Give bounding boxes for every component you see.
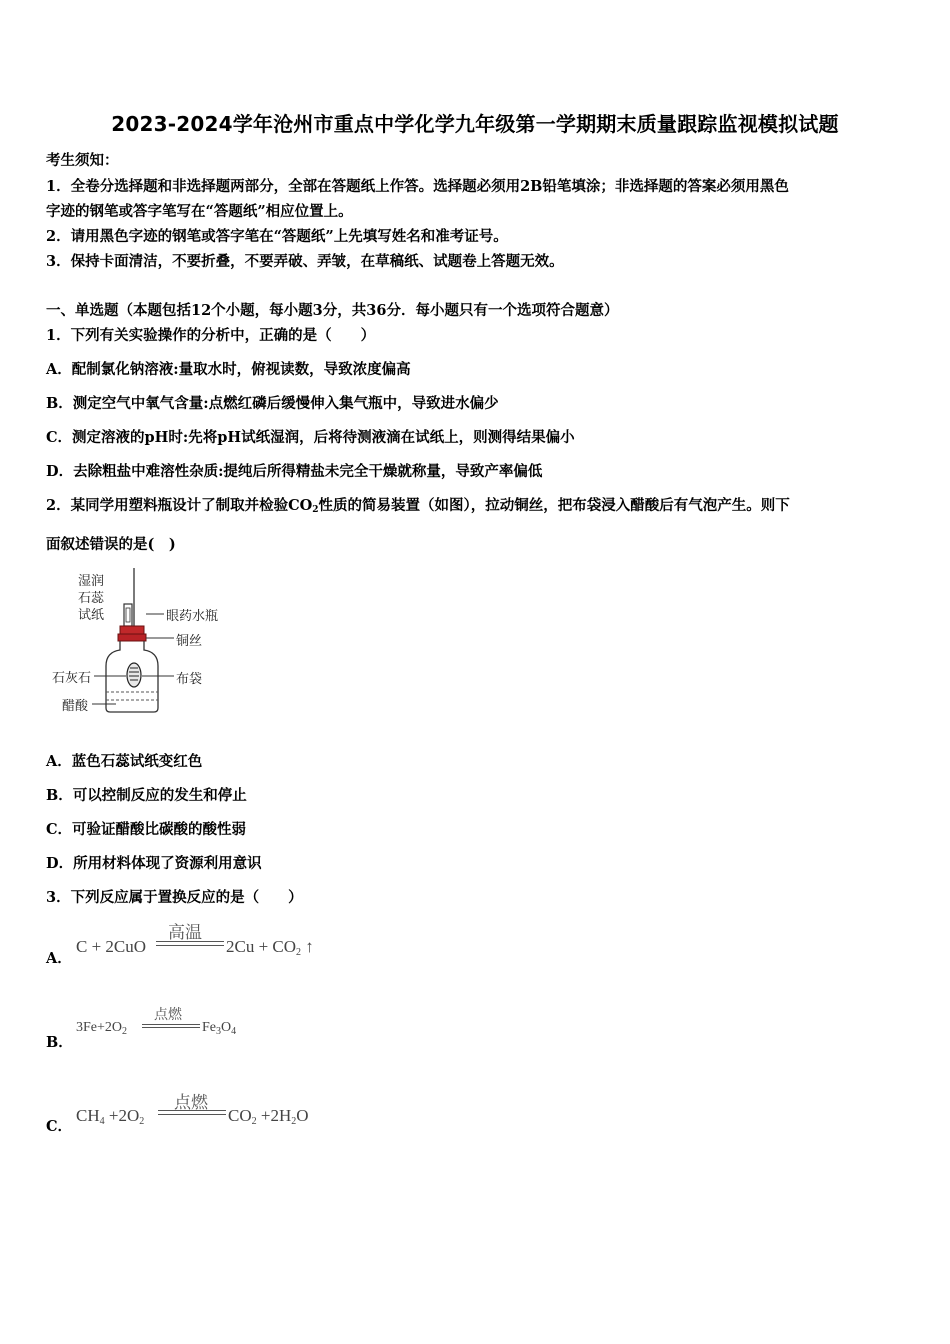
eq-a-right-sub: 2 [296,947,302,958]
question-1-stem: 1．下列有关实验操作的分析中，正确的是（ ） [46,327,376,344]
label-paper: 试纸 [78,608,105,623]
question-3-option-a-label: A． [46,950,72,967]
question-2-stem-a: 2．某同学用塑料瓶设计了制取并检验CO [46,497,313,514]
notice-item-3: 3．保持卡面清洁，不要折叠，不要弄破、弄皱，在草稿纸、试题卷上答题无效。 [46,253,564,270]
label-wet: 湿润 [78,574,105,589]
eq-c-bar-bottom [158,1114,226,1115]
question-2-option-d: D．所用材料体现了资源利用意识 [46,855,262,872]
eq-c-left [76,1106,144,1127]
apparatus-figure [46,566,246,716]
eq-c-left-sub2: 2 [139,1116,145,1127]
label-limestone: 石灰石 [52,671,92,686]
notice-item-1b: 字迹的钢笔或答字笔写在“答题纸”相应位置上。 [46,203,353,220]
question-1-option-c: C．测定溶液的pH时:先将pH试纸湿润，后将待测液滴在试纸上，则测得结果偏小 [46,429,575,446]
eq-b-right [202,1020,236,1037]
eq-c-left-sub1: 4 [99,1116,105,1127]
eq-c-left-b: +2O [104,1106,140,1125]
eq-b-condition: 点燃 [154,1008,182,1023]
litmus-paper-strip [126,608,130,622]
label-copper-wire: 铜丝 [176,634,203,649]
eq-b-left-sub: 2 [122,1026,128,1037]
label-acetic-acid: 醋酸 [62,699,89,714]
label-litmus: 石蕊 [78,591,105,606]
question-3-option-b-label: B． [46,1034,73,1051]
eq-b-right-a: Fe [202,1020,216,1035]
question-2-option-b: B．可以控制反应的发生和停止 [46,787,247,804]
eq-a-right [226,937,314,958]
eq-b-bar-top [142,1024,200,1025]
eq-c-right [228,1106,309,1127]
page-title: 2023-2024学年沧州市重点中学化学九年级第一学期期末质量跟踪监视模拟试题 [111,112,839,136]
question-2-stem-b: 性质的简易装置（如图），拉动铜丝，把布袋浸入醋酸后有气泡产生。则下 [318,497,790,514]
eq-b-right-sub1: 3 [216,1026,221,1037]
question-3-option-a-equation [76,918,356,968]
eq-a-right-b: ↑ [301,937,314,956]
eq-b-left [76,1020,127,1037]
question-3-stem: 3．下列反应属于置换反应的是（ ） [46,889,303,906]
question-3-option-b-equation [76,1004,276,1044]
question-1-option-b: B．测定空气中氧气含量:点燃红磷后缓慢伸入集气瓶中，导致进水偏少 [46,395,499,412]
eq-a-right-a: 2Cu + CO [226,937,297,956]
eq-c-right-b: +2H [256,1106,292,1125]
eq-c-right-a: CO [228,1106,252,1125]
notice-item-1a: 1．全卷分选择题和非选择题两部分，全部在答题纸上作答。选择题必须用2B铅笔填涂；非选择题的答案必须用黑色 [46,178,789,195]
label-cloth-bag: 布袋 [176,672,203,687]
eq-b-right-b: O [221,1020,232,1035]
eq-a-condition: 高温 [168,923,202,942]
question-1-option-d: D．去除粗盐中难溶性杂质:提纯后所得精盐未完全干燥就称量，导致产率偏低 [46,463,543,480]
notice-heading: 考生须知： [46,152,119,169]
question-3-option-c-label: C． [46,1118,73,1135]
question-3-option-c-equation [76,1088,356,1132]
cloth-bag [127,663,141,687]
bottle-stopper-top [120,626,144,634]
question-2-stem-line2: 面叙述错误的是( ) [46,536,176,553]
eq-a-bar-top [156,941,224,942]
eq-a-bar-bottom [156,945,224,946]
eq-b-left-a: 3Fe+2O [76,1020,123,1035]
eq-a-left: C + 2CuO [76,937,147,956]
bottle-stopper-bottom [118,634,146,641]
question-1-option-a: A．配制氯化钠溶液:量取水时，俯视读数，导致浓度偏高 [46,361,411,378]
question-2-option-c: C．可验证醋酸比碳酸的酸性弱 [46,821,247,838]
eq-c-right-sub2: 2 [291,1116,297,1127]
eq-b-right-sub2: 4 [231,1026,237,1037]
question-2-option-a: A．蓝色石蕊试纸变红色 [46,753,203,770]
eq-c-right-c: O [296,1106,309,1125]
question-2-stem-line1 [46,496,790,520]
question-2-stem-subscript: 2 [312,505,319,515]
section-heading: 一、单选题（本题包括12个小题，每小题3分，共36分．每小题只有一个选项符合题意） [46,302,619,319]
label-eyedrop-bottle: 眼药水瓶 [166,609,219,624]
notice-item-2: 2．请用黑色字迹的钢笔或答字笔在“答题纸”上先填写姓名和准考证号。 [46,228,508,245]
eq-c-condition: 点燃 [174,1093,208,1112]
eq-b-bar-bottom [142,1027,200,1028]
eq-c-left-a: CH [76,1106,100,1125]
eq-c-bar-top [158,1110,226,1111]
eq-c-right-sub1: 2 [251,1116,257,1127]
